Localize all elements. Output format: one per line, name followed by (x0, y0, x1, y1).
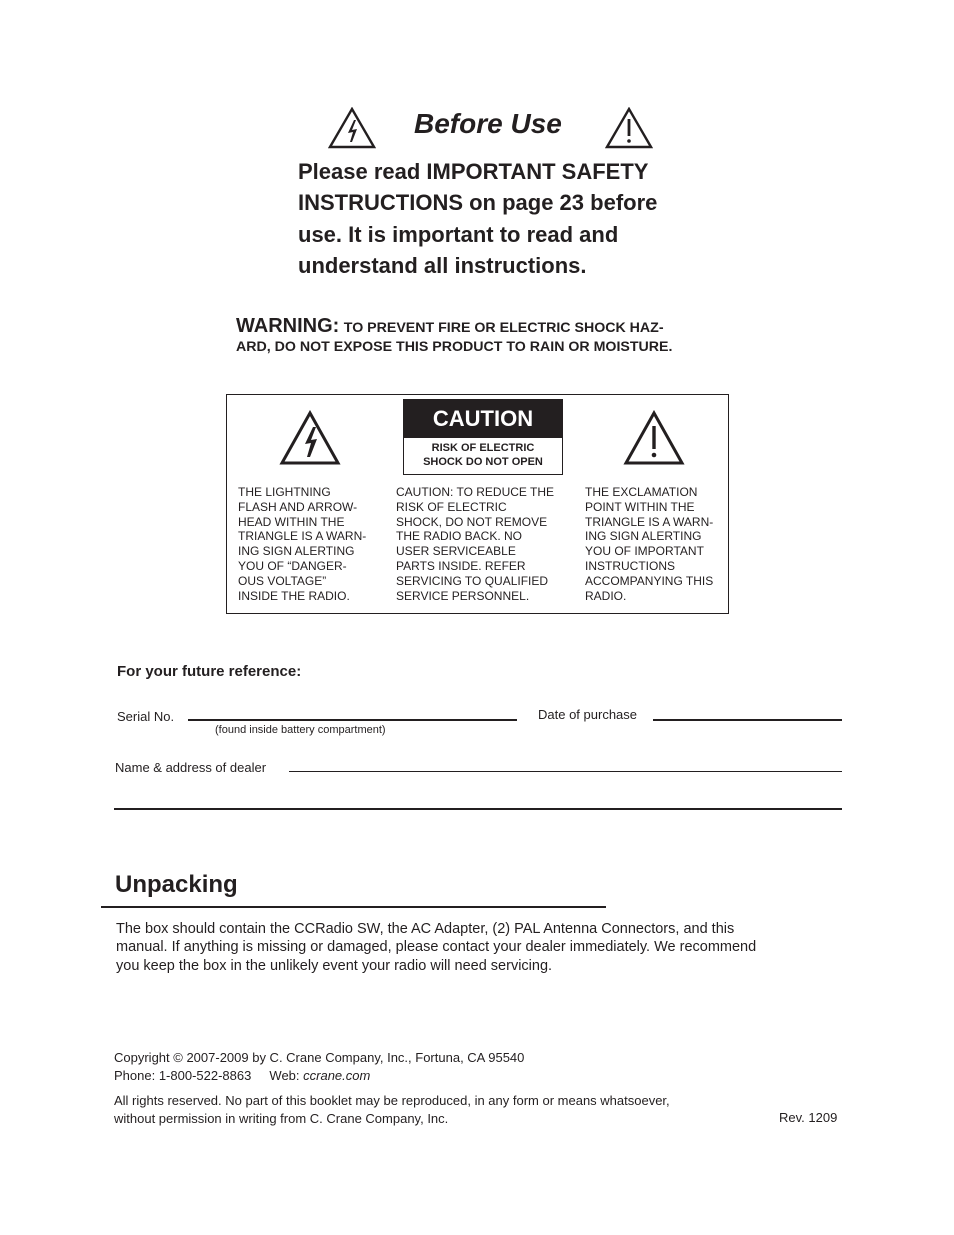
rights-line: without permission in writing from C. Crane Company, Inc. (114, 1110, 449, 1126)
exclamation-triangle-icon (623, 410, 685, 466)
warning-label: WARNING: (236, 315, 340, 337)
page-title: Before Use (414, 108, 562, 139)
notice-line: understand all instructions. (298, 252, 587, 278)
contact-line (114, 1067, 524, 1085)
text-line: SERVICE PERSONNEL. (396, 588, 530, 603)
section-divider (101, 906, 606, 908)
revision-label: Rev. 1209 (779, 1110, 838, 1125)
warning-text-line1: TO PREVENT FIRE OR ELECTRIC SHOCK HAZ- (343, 320, 664, 336)
text-line: OUS VOLTAGE” (238, 573, 327, 588)
text-line: TRIANGLE IS A WARN- (238, 529, 367, 544)
text-line: CAUTION: TO REDUCE THE (396, 485, 555, 499)
notice-line: Please read IMPORTANT SAFETY (298, 159, 649, 184)
rights-line: All rights reserved. No part of this booklet may be reproduced, in any form or means whatsoever, (114, 1093, 670, 1108)
serial-note: (found inside battery compartment) (215, 724, 386, 736)
read-instructions-notice (298, 156, 728, 281)
paragraph-line: you keep the box in the unlikely event your radio will need servicing. (116, 957, 553, 974)
text-line: RADIO. (585, 588, 627, 603)
text-line: THE LIGHTNING (238, 485, 331, 499)
notice-line: use. It is important to read and (298, 221, 619, 247)
text-line: POINT WITHIN THE (585, 499, 695, 514)
text-line: TRIANGLE IS A WARN- (585, 514, 714, 529)
date-of-purchase-field[interactable] (653, 719, 842, 721)
caution-subtext-line: RISK OF ELECTRIC (431, 442, 535, 454)
dealer-field-second-line[interactable] (114, 808, 842, 810)
text-line: USER SERVICEABLE (396, 544, 516, 559)
serial-number-field[interactable] (188, 719, 517, 721)
text-line: ACCOMPANYING THIS (585, 573, 714, 588)
text-line: INSIDE THE RADIO. (238, 588, 350, 603)
warning-statement (236, 316, 756, 358)
exclamation-triangle-icon (605, 107, 653, 149)
date-label: Date of purchase (538, 707, 638, 722)
warning-text-line2: ARD, DO NOT EXPOSE THIS PRODUCT TO RAIN OR MOISTURE. (236, 339, 673, 355)
text-line: FLASH AND ARROW- (238, 499, 358, 514)
copyright-block (114, 1049, 524, 1084)
caution-subtext (404, 441, 562, 469)
lightning-explanation (238, 485, 366, 603)
caution-heading: CAUTION (404, 400, 562, 438)
text-line: RISK OF ELECTRIC (396, 499, 507, 514)
text-line: YOU OF “DANGER- (238, 558, 347, 573)
web-label: Web: (269, 1067, 300, 1083)
dealer-label: Name & address of dealer (115, 760, 267, 775)
text-line: PARTS INSIDE. REFER (396, 558, 526, 573)
text-line: ING SIGN ALERTING (585, 529, 702, 544)
text-line: INSTRUCTIONS (585, 558, 675, 573)
unpacking-heading: Unpacking (115, 871, 238, 898)
web-link[interactable]: ccrane.com (303, 1067, 371, 1083)
notice-line: INSTRUCTIONS on page 23 before (298, 190, 658, 216)
text-line: THE EXCLAMATION (585, 485, 698, 499)
caution-subtext-line: SHOCK DO NOT OPEN (423, 456, 543, 468)
paragraph-line: The box should contain the CCRadio SW, the AC Adapter, (2) PAL Antenna Connectors, and this (116, 921, 735, 937)
lightning-triangle-icon (279, 410, 341, 466)
text-line: SERVICING TO QUALIFIED (396, 573, 549, 588)
serial-label: Serial No. (117, 709, 175, 724)
rights-block (114, 1092, 670, 1127)
caution-explanation (396, 485, 554, 603)
copyright-line: Copyright © 2007-2009 by C. Crane Company, Inc., Fortuna, CA 95540 (114, 1050, 525, 1065)
paragraph-line: manual. If anything is missing or damaged, please contact your dealer immediately. We recommend (116, 939, 757, 956)
caution-label (403, 399, 563, 475)
text-line: ING SIGN ALERTING (238, 544, 355, 559)
reference-heading: For your future reference: (117, 663, 302, 680)
exclamation-explanation (585, 485, 713, 603)
unpacking-paragraph (116, 920, 836, 975)
text-line: HEAD WITHIN THE (238, 514, 345, 529)
text-line: SHOCK, DO NOT REMOVE (396, 514, 548, 529)
text-line: YOU OF IMPORTANT (585, 544, 704, 559)
text-line: THE RADIO BACK. NO (396, 529, 523, 544)
dealer-field[interactable] (289, 771, 842, 772)
phone-text: Phone: 1-800-522-8863 (114, 1067, 252, 1083)
lightning-triangle-icon (328, 107, 376, 149)
